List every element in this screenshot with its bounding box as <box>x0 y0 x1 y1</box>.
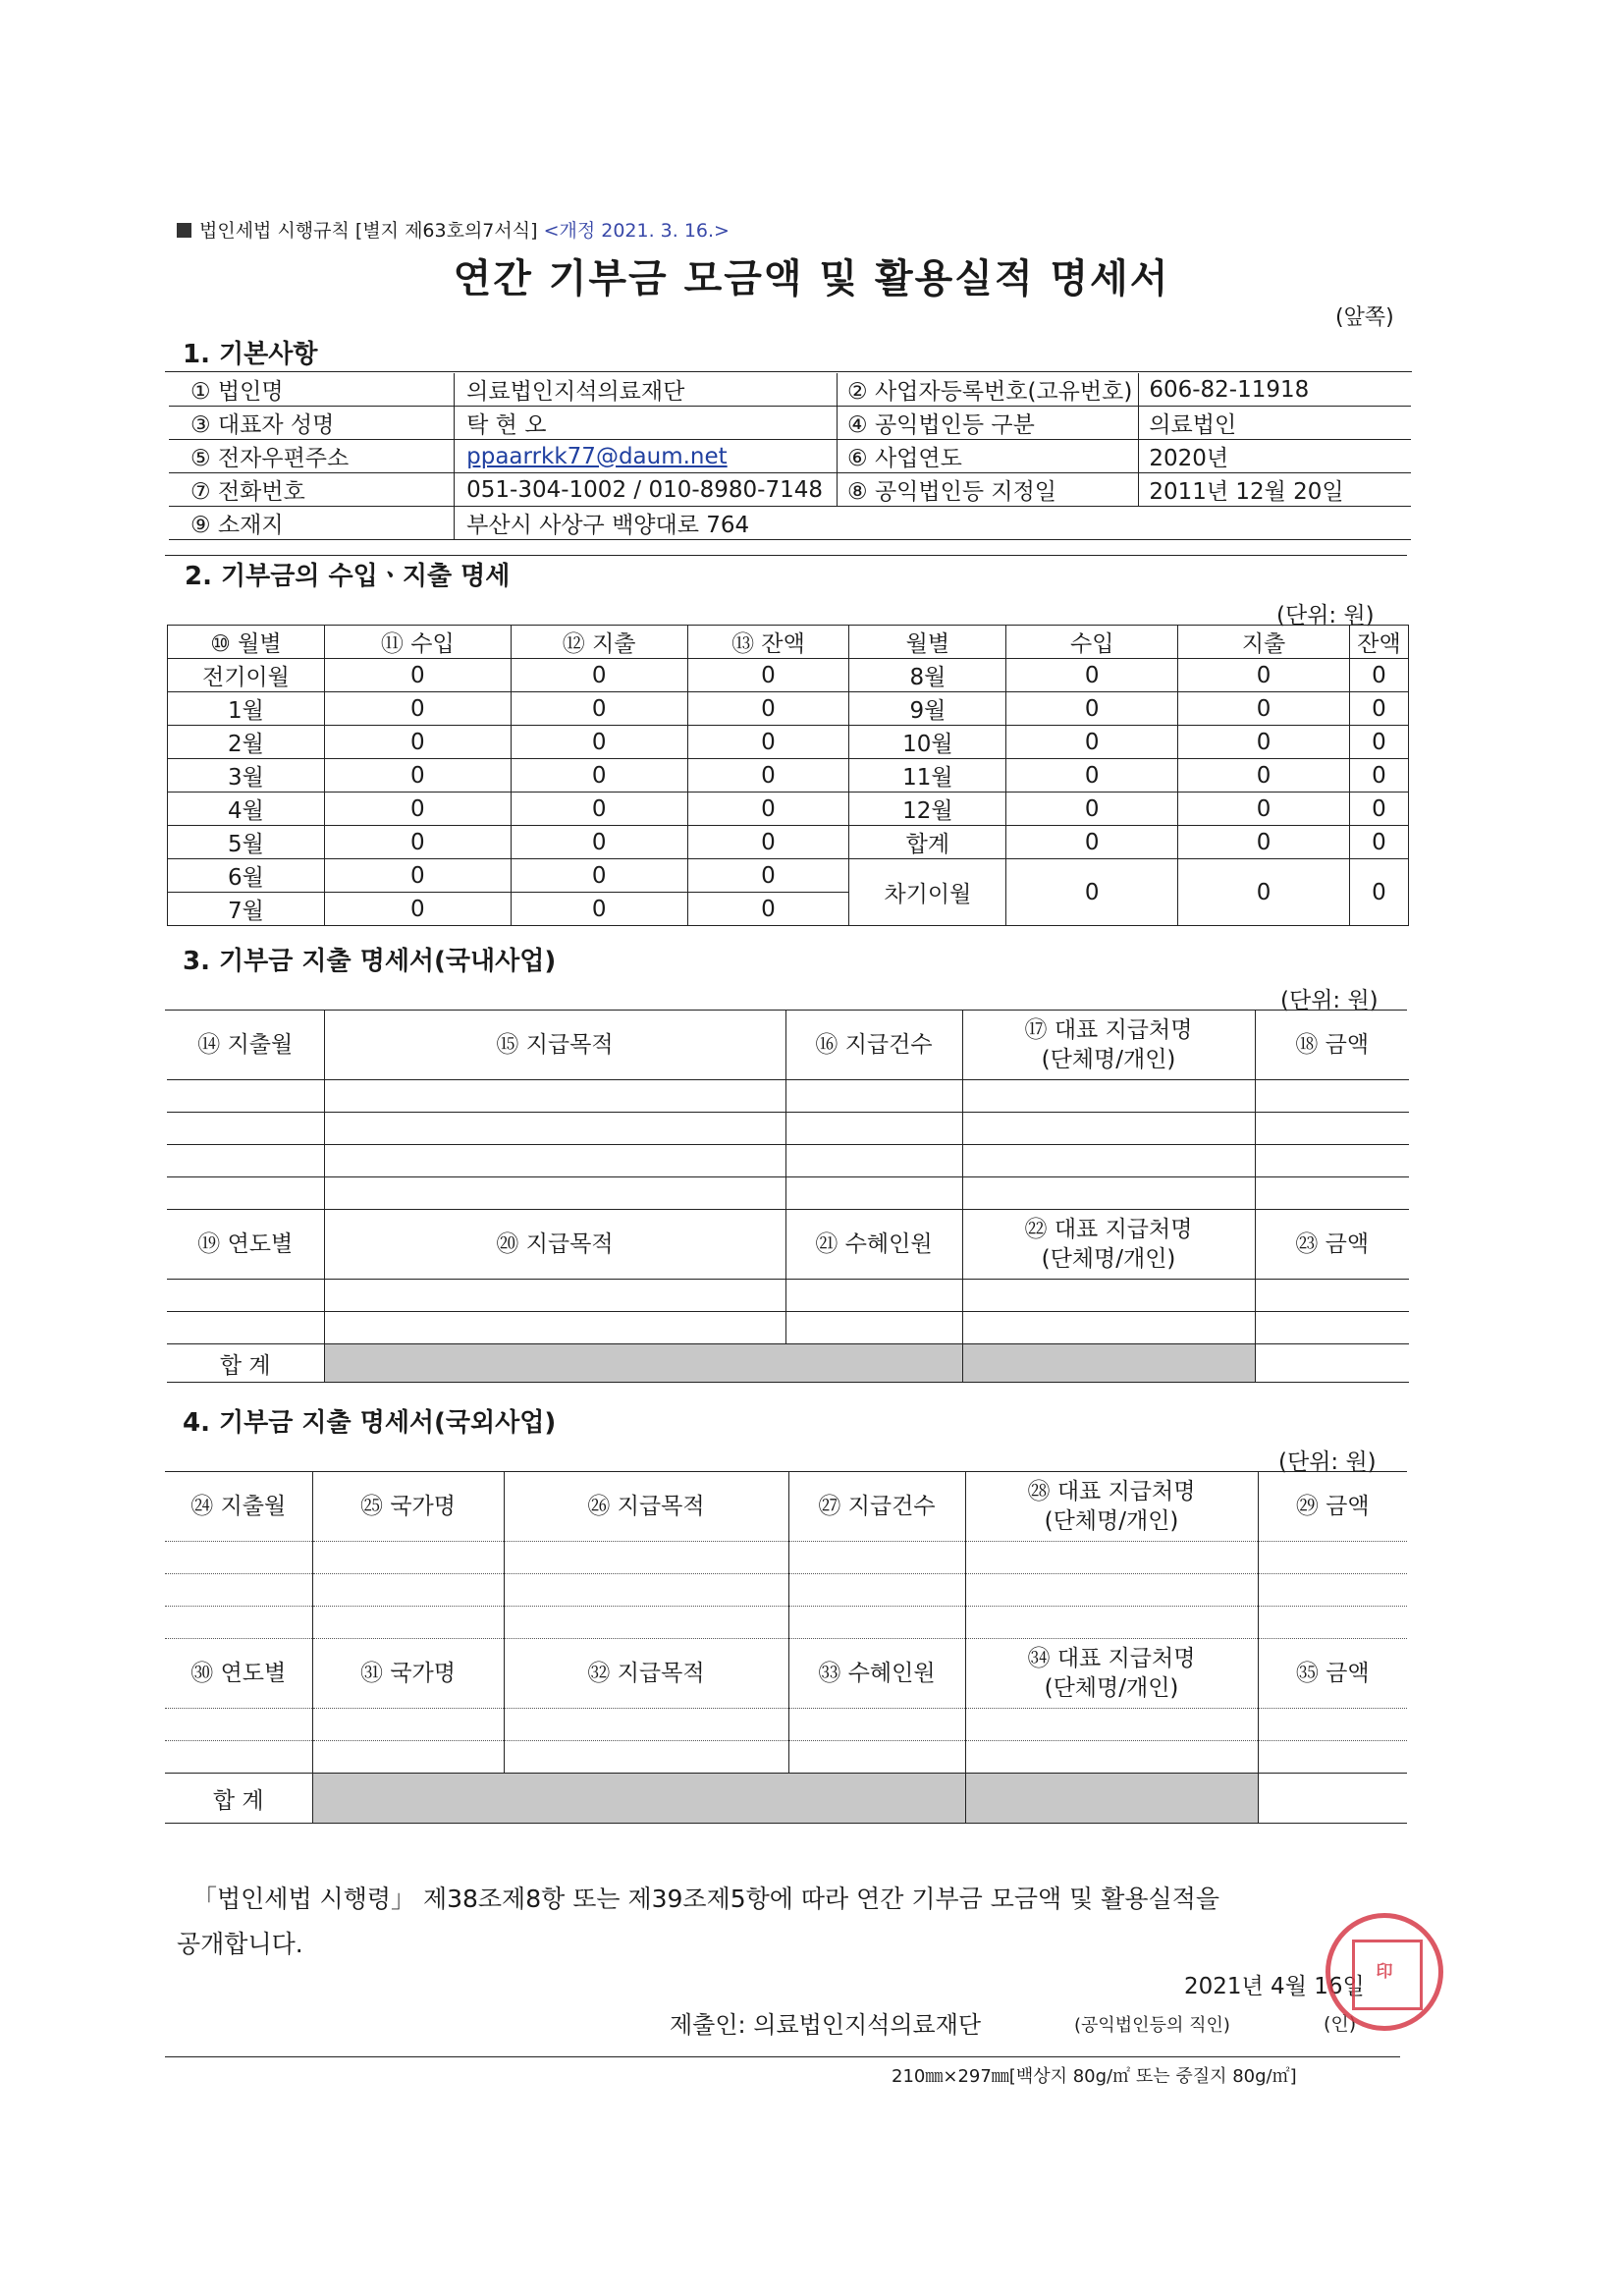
info-label: ② 사업자등록번호(고유번호) <box>838 373 1139 407</box>
section3-title: 3. 기부금 지출 명세서(국내사업) <box>183 947 557 976</box>
cell: 0 <box>687 659 849 692</box>
column-header: 월별 <box>849 626 1006 659</box>
address-row <box>169 507 1411 540</box>
info-value[interactable] <box>455 440 838 473</box>
table-row <box>168 659 1409 692</box>
col-purpose: ⑮ 지급목적 <box>324 1011 785 1080</box>
cell: 0 <box>1178 759 1350 793</box>
cell: 0 <box>1006 659 1178 692</box>
table-row <box>168 726 1409 759</box>
col-recipient <box>965 1639 1258 1709</box>
section4-unit: (단위: 원) <box>1278 1449 1377 1475</box>
cell: 0 <box>687 759 849 793</box>
cell: 0 <box>1349 659 1408 692</box>
info-value: 2011년 12월 20일 <box>1139 473 1411 507</box>
cell: 0 <box>687 793 849 826</box>
column-header: 수입 <box>1006 626 1178 659</box>
cell: 0 <box>1349 759 1408 793</box>
official-seal-stamp: 印 <box>1325 1913 1443 2031</box>
submitter: 제출인: 의료법인지석의료재단 <box>670 2011 982 2039</box>
table-row <box>165 1709 1407 1741</box>
column-header: 지출 <box>1178 626 1350 659</box>
regulation-line <box>177 216 730 243</box>
gray-cell <box>965 1774 1258 1824</box>
cell: 0 <box>324 692 511 726</box>
total-row <box>165 1774 1407 1824</box>
header-row <box>168 626 1409 659</box>
cell: 0 <box>511 893 687 926</box>
seal-mark: (인) <box>1324 2013 1357 2035</box>
address-label: ⑨ 소재지 <box>169 507 455 540</box>
table-row <box>167 1145 1409 1177</box>
table-row <box>168 759 1409 793</box>
total-label: 합 계 <box>165 1774 312 1824</box>
table-row <box>167 1280 1409 1312</box>
cell: 8월 <box>849 659 1006 692</box>
info-value: 2020년 <box>1139 440 1411 473</box>
cell: 0 <box>324 859 511 893</box>
info-label: ④ 공익법인등 구분 <box>838 407 1139 440</box>
col-amount: ㉓ 금액 <box>1255 1210 1409 1280</box>
regulation-text: 법인세법 시행규칙 [별지 제63호의7서식] <box>199 220 538 242</box>
divider <box>165 371 1412 372</box>
table-row <box>167 1177 1409 1210</box>
cell: 0 <box>511 726 687 759</box>
cell: 전기이월 <box>168 659 325 692</box>
cell: 0 <box>324 759 511 793</box>
info-row <box>169 407 1411 440</box>
col-recipient-line1: ⑰ 대표 지급처명 <box>1024 1017 1193 1043</box>
col-recipient <box>962 1011 1255 1080</box>
col-amount: ㉟ 금액 <box>1258 1639 1407 1709</box>
col-year: ⑲ 연도별 <box>167 1210 324 1280</box>
cell: 12월 <box>849 793 1006 826</box>
cell: 0 <box>1006 692 1178 726</box>
table-row <box>168 859 1409 893</box>
col-beneficiaries: ㉑ 수혜인원 <box>785 1210 962 1280</box>
cell: 0 <box>1178 659 1350 692</box>
col-expense-month: ㉔ 지출월 <box>165 1472 312 1542</box>
statement-line2: 공개합니다. <box>177 1930 303 1958</box>
info-label: ⑤ 전자우편주소 <box>169 440 455 473</box>
col-beneficiaries: ㉝ 수혜인원 <box>788 1639 965 1709</box>
col-country: ㉕ 국가명 <box>312 1472 504 1542</box>
gray-cell <box>312 1774 965 1824</box>
col-purpose: ㉜ 지급목적 <box>504 1639 788 1709</box>
paper-spec: 210㎜×297㎜[백상지 80g/㎡ 또는 중질지 80g/㎡] <box>892 2066 1297 2087</box>
seal-note: (공익법인등의 직인) <box>1074 2015 1230 2036</box>
header-row <box>165 1472 1407 1542</box>
col-recipient-line1: ㉒ 대표 지급처명 <box>1024 1217 1193 1242</box>
cell: 합계 <box>849 826 1006 859</box>
info-label: ⑥ 사업연도 <box>838 440 1139 473</box>
overseas-expense-table <box>165 1472 1407 1824</box>
cell: 7월 <box>168 893 325 926</box>
column-header: ⑫ 지출 <box>511 626 687 659</box>
cell: 0 <box>1006 826 1178 859</box>
col-recipient-line1: ㉞ 대표 지급처명 <box>1027 1646 1196 1671</box>
col-expense-month: ⑭ 지출월 <box>167 1011 324 1080</box>
cell: 4월 <box>168 793 325 826</box>
cell: 0 <box>1349 726 1408 759</box>
column-header: 잔액 <box>1349 626 1408 659</box>
table-row <box>167 1080 1409 1113</box>
table-row <box>168 826 1409 859</box>
info-label: ⑧ 공익법인등 지정일 <box>838 473 1139 507</box>
cell: 0 <box>1006 859 1178 926</box>
front-side-label: (앞쪽) <box>1335 305 1394 330</box>
square-bullet-icon <box>177 223 191 238</box>
cell: 0 <box>511 826 687 859</box>
info-value: 606-82-11918 <box>1139 373 1411 407</box>
cell: 차기이월 <box>849 859 1006 926</box>
cell: 0 <box>1006 793 1178 826</box>
page-title: 연간 기부금 모금액 및 활용실적 명세서 <box>453 256 1170 301</box>
info-value: 의료법인 <box>1139 407 1411 440</box>
cell: 0 <box>1006 759 1178 793</box>
section2-title: 2. 기부금의 수입ㆍ지출 명세 <box>185 562 511 591</box>
col-recipient-line2: (단체명/개인) <box>1044 1675 1179 1701</box>
col-amount: ㉙ 금액 <box>1258 1472 1407 1542</box>
col-recipient-line2: (단체명/개인) <box>1044 1508 1179 1534</box>
cell: 0 <box>511 759 687 793</box>
divider <box>165 2056 1400 2057</box>
col-recipient <box>962 1210 1255 1280</box>
cell: 0 <box>324 793 511 826</box>
email-link[interactable]: ppaarrkk77@daum.net <box>466 443 728 469</box>
info-label: ③ 대표자 성명 <box>169 407 455 440</box>
section4-title: 4. 기부금 지출 명세서(국외사업) <box>183 1408 557 1438</box>
info-row <box>169 373 1411 407</box>
col-amount: ⑱ 금액 <box>1255 1011 1409 1080</box>
cell: 0 <box>1006 726 1178 759</box>
table-row <box>167 1113 1409 1145</box>
statement-line1: 「법인세법 시행령」 제38조제8항 또는 제39조제5항에 따라 연간 기부금 모금액 및 활용실적을 <box>192 1885 1220 1913</box>
cell: 0 <box>1178 859 1350 926</box>
header-row <box>167 1210 1409 1280</box>
section2-unit: (단위: 원) <box>1276 603 1375 629</box>
info-label: ① 법인명 <box>169 373 455 407</box>
domestic-expense-table <box>167 1011 1409 1383</box>
total-amount <box>1258 1774 1407 1824</box>
col-purpose: ⑳ 지급목적 <box>324 1210 785 1280</box>
cell: 0 <box>1349 859 1408 926</box>
cell: 0 <box>324 726 511 759</box>
col-count: ㉗ 지급건수 <box>788 1472 965 1542</box>
basic-info-table <box>169 373 1411 540</box>
col-year: ㉚ 연도별 <box>165 1639 312 1709</box>
cell: 0 <box>1349 793 1408 826</box>
cell: 0 <box>324 893 511 926</box>
cell: 0 <box>687 826 849 859</box>
cell: 0 <box>687 726 849 759</box>
info-value: 051-304-1002 / 010-8980-7148 <box>455 473 838 507</box>
gray-cell <box>962 1344 1255 1383</box>
cell: 11월 <box>849 759 1006 793</box>
submission-date: 2021년 4월 16일 <box>1184 1974 1365 1999</box>
table-row <box>168 793 1409 826</box>
cell: 0 <box>687 859 849 893</box>
income-expense-table <box>167 625 1409 926</box>
table-row <box>168 692 1409 726</box>
table-row <box>167 1312 1409 1344</box>
column-header: ⑪ 수입 <box>324 626 511 659</box>
cell: 0 <box>1178 826 1350 859</box>
info-value: 의료법인지석의료재단 <box>455 373 838 407</box>
cell: 6월 <box>168 859 325 893</box>
total-amount <box>1255 1344 1409 1383</box>
cell: 0 <box>324 826 511 859</box>
cell: 0 <box>511 692 687 726</box>
info-value: 탁 현 오 <box>455 407 838 440</box>
cell: 0 <box>1178 793 1350 826</box>
total-row <box>167 1344 1409 1383</box>
cell: 0 <box>1349 692 1408 726</box>
cell: 2월 <box>168 726 325 759</box>
cell: 0 <box>1178 726 1350 759</box>
cell: 0 <box>687 893 849 926</box>
header-row <box>165 1639 1407 1709</box>
table-row <box>165 1607 1407 1639</box>
col-country: ㉛ 국가명 <box>312 1639 504 1709</box>
column-header: ⑬ 잔액 <box>687 626 849 659</box>
address-value: 부산시 사상구 백양대로 764 <box>455 507 1411 540</box>
revision-text: <개정 2021. 3. 16.> <box>543 220 730 242</box>
cell: 1월 <box>168 692 325 726</box>
cell: 9월 <box>849 692 1006 726</box>
table-row <box>165 1542 1407 1574</box>
col-recipient-line1: ㉘ 대표 지급처명 <box>1027 1479 1196 1504</box>
info-row <box>169 440 1411 473</box>
total-label: 합 계 <box>167 1344 324 1383</box>
cell: 0 <box>687 692 849 726</box>
col-count: ⑯ 지급건수 <box>785 1011 962 1080</box>
cell: 3월 <box>168 759 325 793</box>
col-purpose: ㉖ 지급목적 <box>504 1472 788 1542</box>
col-recipient <box>965 1472 1258 1542</box>
cell: 0 <box>1178 692 1350 726</box>
cell: 0 <box>1349 826 1408 859</box>
cell: 5월 <box>168 826 325 859</box>
header-row <box>167 1011 1409 1080</box>
col-recipient-line2: (단체명/개인) <box>1041 1047 1176 1072</box>
cell: 0 <box>511 793 687 826</box>
cell: 0 <box>511 659 687 692</box>
cell: 0 <box>324 659 511 692</box>
cell: 10월 <box>849 726 1006 759</box>
table-row <box>165 1574 1407 1607</box>
table-row <box>165 1741 1407 1774</box>
cell: 0 <box>511 859 687 893</box>
column-header: ⑩ 월별 <box>168 626 325 659</box>
info-label: ⑦ 전화번호 <box>169 473 455 507</box>
col-recipient-line2: (단체명/개인) <box>1041 1246 1176 1272</box>
gray-cell <box>324 1344 962 1383</box>
section3-unit: (단위: 원) <box>1280 988 1379 1013</box>
section1-title: 1. 기본사항 <box>183 340 318 369</box>
info-row <box>169 473 1411 507</box>
